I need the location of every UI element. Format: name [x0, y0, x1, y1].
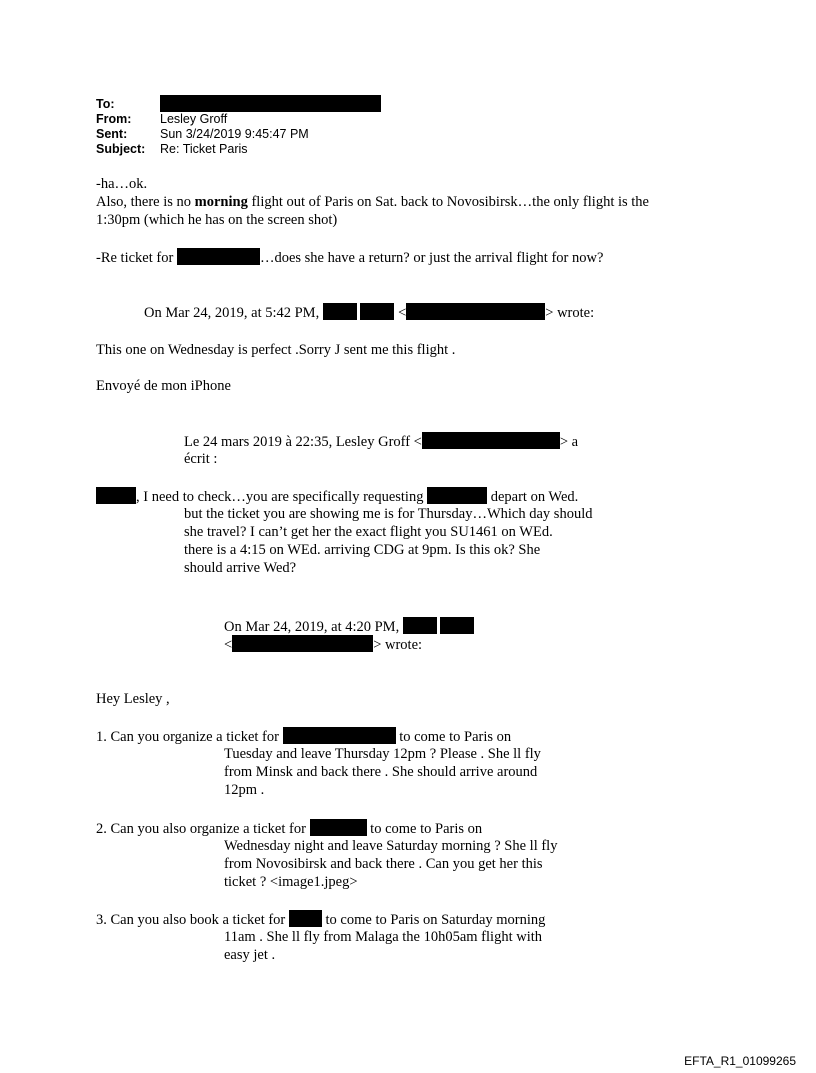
item-2-line-1: 2. Can you also organize a ticket for to come to Paris on — [96, 821, 483, 837]
item-3-line-2: 11am . She ll fly from Malaga the 10h05am flight with — [224, 929, 543, 945]
message-2-line-3: she travel? I can’t get her the exact flight you SU1461 on WEd. — [184, 524, 553, 540]
message-1: This one on Wednesday is perfect .Sorry J sent me this flight . — [96, 342, 456, 358]
redaction-recipient — [96, 487, 136, 504]
from-label: From: — [96, 112, 132, 126]
item-1-line-2: Tuesday and leave Thursday 12pm ? Please . She ll fly — [224, 746, 541, 762]
reply-line-2: Also, there is no morning flight out of Paris on Sat. back to Novosibirsk…the only flight is the — [96, 194, 649, 210]
header-from — [96, 112, 416, 127]
item-1-line-4: 12pm . — [224, 782, 265, 798]
message-2-line-5: should arrive Wed? — [184, 560, 297, 576]
redaction-name — [177, 248, 260, 265]
redaction-email — [422, 432, 560, 449]
redaction-name — [289, 910, 322, 927]
quote-header-3: On Mar 24, 2019, at 4:20 PM, — [224, 617, 474, 636]
redaction-to — [160, 95, 381, 112]
header-subject — [96, 142, 416, 157]
emphasis-morning: morning — [194, 194, 248, 210]
item-2-line-2: Wednesday night and leave Saturday morning ? She ll fly — [224, 838, 558, 854]
message-2-line-4: there is a 4:15 on WEd. arriving CDG at 9pm. Is this ok? She — [184, 542, 541, 558]
document-id: EFTA_R1_01099265 — [684, 1054, 796, 1068]
reply-line-1: -ha…ok. — [96, 176, 148, 192]
from-value: Lesley Groff — [160, 112, 228, 126]
quote-header-2-line-2: écrit : — [184, 451, 218, 467]
greeting: Hey Lesley , — [96, 691, 170, 707]
quote-header-3-line-2: < > wrote: — [224, 637, 423, 653]
item-1-line-1: 1. Can you organize a ticket for to come to Paris on — [96, 729, 512, 745]
to-label: To: — [96, 97, 115, 111]
item-1-line-3: from Minsk and back there . She should arrive around — [224, 764, 538, 780]
redaction-sender-email — [406, 303, 545, 320]
redaction-name — [283, 727, 396, 744]
item-2-line-3: from Novosibirsk and back there . Can you get her this — [224, 856, 543, 872]
quote-header-1: On Mar 24, 2019, at 5:42 PM, < > wrote: — [144, 305, 595, 321]
subject-label: Subject: — [96, 142, 146, 156]
redaction-sender-last — [440, 617, 474, 634]
redaction-sender-first — [403, 617, 437, 634]
message-1-signature: Envoyé de mon iPhone — [96, 378, 231, 394]
redaction-name — [310, 819, 367, 836]
redaction-sender-last — [360, 303, 394, 320]
sent-label: Sent: — [96, 127, 128, 141]
redaction-sender-email — [232, 635, 373, 652]
message-2-line-1: , I need to check…you are specifically requesting depart on Wed. — [96, 487, 578, 506]
sent-value: Sun 3/24/2019 9:45:47 PM — [160, 127, 309, 141]
quote-header-2: Le 24 mars 2019 à 22:35, Lesley Groff < > a — [184, 434, 579, 450]
reply-ticket-question: -Re ticket for …does she have a return? or just the arrival flight for now? — [96, 250, 604, 266]
redaction-name — [427, 487, 487, 504]
header-sent — [96, 127, 416, 142]
reply-line-3: 1:30pm (which he has on the screen shot) — [96, 212, 338, 228]
message-2-line-2: but the ticket you are showing me is for Thursday…Which day should — [184, 506, 593, 522]
redaction-sender-first — [323, 303, 357, 320]
item-3-line-1: 3. Can you also book a ticket for to come to Paris on Saturday morning — [96, 912, 546, 928]
item-3-line-3: easy jet . — [224, 947, 276, 963]
item-2-line-4: ticket ? <image1.jpeg> — [224, 874, 358, 890]
subject-value: Re: Ticket Paris — [160, 142, 248, 156]
